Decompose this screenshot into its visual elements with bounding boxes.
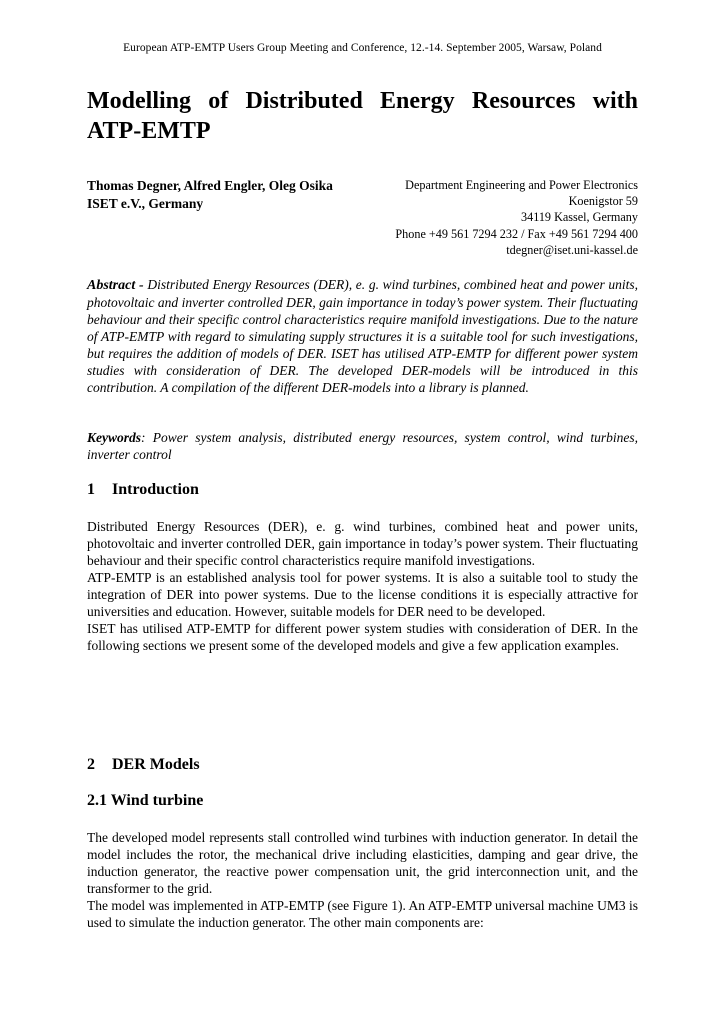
keywords xyxy=(87,429,638,463)
abstract-label: Abstract - xyxy=(87,278,144,293)
keywords-label: Keywords xyxy=(87,430,141,445)
affiliation-street: Koenigstor 59 xyxy=(568,194,638,209)
paragraph: Distributed Energy Resources (DER), e. g. wind turbines, combined heat and power units, photovoltaic and inverter controlled DER, gain importance in today’s power system. Their fluctuating behaviour and their specific control characteristics require manifold investigations. xyxy=(87,519,638,568)
section-number: 1 xyxy=(87,481,95,498)
title-line-2: ATP-EMTP xyxy=(87,118,211,144)
title-line-1: Modelling of Distributed Energy Resources with xyxy=(87,88,638,114)
paragraph: The developed model represents stall controlled wind turbines with induction generator. In detail the model includes the rotor, the mechanical drive including elasticities, damping and gear drive, the induction generator, the reactive power compensation unit, the grid interconnection unit, and the transformer to the grid. xyxy=(87,830,638,896)
abstract xyxy=(87,276,638,396)
author-institute: ISET e.V., Germany xyxy=(87,196,204,211)
running-header: European ATP-EMTP Users Group Meeting and Conference, 12.-14. September 2005, Warsaw, Poland xyxy=(123,42,602,54)
affiliation-city: 34119 Kassel, Germany xyxy=(521,210,638,225)
section-number: 2 xyxy=(87,756,95,773)
section-title: DER Models xyxy=(112,756,200,773)
introduction-body xyxy=(87,518,638,654)
affiliation-phone: Phone +49 561 7294 232 / Fax +49 561 7294 400 xyxy=(395,226,638,241)
paragraph: ISET has utilised ATP-EMTP for different power system studies with consideration of DER. In the following sections we present some of the developed models and give a few application examples. xyxy=(87,621,638,653)
subsection-heading-wind-turbine: 2.1 Wind turbine xyxy=(87,792,204,809)
paper-title xyxy=(87,86,638,146)
author-block xyxy=(87,177,377,213)
section-heading-der-models xyxy=(87,756,200,774)
affiliation-email: tdegner@iset.uni-kassel.de xyxy=(506,242,638,257)
wind-turbine-body xyxy=(87,829,638,931)
paragraph: The model was implemented in ATP-EMTP (see Figure 1). An ATP-EMTP universal machine UM3 is used to simulate the induction generator. The other main components are: xyxy=(87,898,638,930)
author-names: Thomas Degner, Alfred Engler, Oleg Osika xyxy=(87,178,333,193)
affiliation-department: Department Engineering and Power Electronics xyxy=(405,178,638,192)
keywords-text: : Power system analysis, distributed energy resources, system control, wind turbines, inverter control xyxy=(87,430,638,462)
paragraph: ATP-EMTP is an established analysis tool for power systems. It is also a suitable tool to study the integration of DER into power systems. Due to the license conditions it is especially attractive for universities and education. However, suitable models for DER need to be developed. xyxy=(87,570,638,619)
abstract-text: Distributed Energy Resources (DER), e. g. wind turbines, combined heat and power units, photovoltaic and inverter controlled DER, gain importance in today’s power system. Their fluctuating behaviour and their specific control characteristics require manifold investigations. Due to the nature of ATP-EMTP with regard to simulating supply structures it is a suitable tool for such investigations, but requires the addition of models of DER. ISET has utilised ATP-EMTP for different power system studies with consideration of DER. The developed DER-models will be introduced in this contribution. A compilation of the different DER-models into a library is planned. xyxy=(87,277,639,395)
section-title: Introduction xyxy=(112,481,199,498)
section-heading-introduction xyxy=(87,481,199,499)
affiliation-block xyxy=(338,177,638,258)
